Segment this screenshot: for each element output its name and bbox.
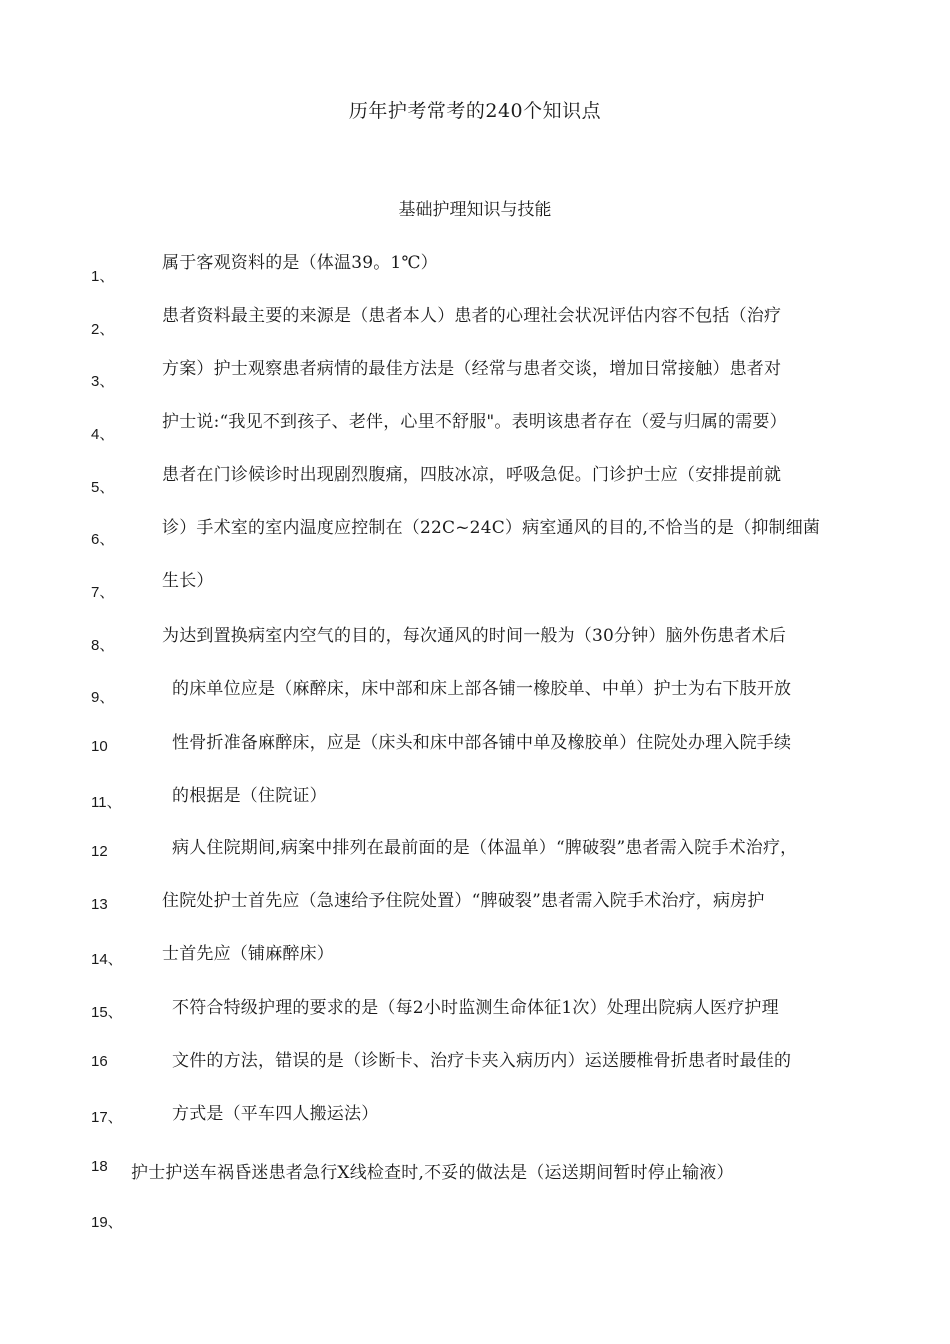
text-line: 方式是（平车四人搬运法） bbox=[172, 1104, 379, 1124]
list-number: 19、 bbox=[91, 1214, 123, 1231]
list-number: 18 bbox=[91, 1158, 108, 1175]
text-line: 的床单位应是（麻醉床，床中部和床上部各铺一橡胶单、中单）护士为右下肢开放 bbox=[172, 679, 792, 699]
list-number: 6、 bbox=[91, 531, 115, 548]
text-line: 为达到置换病室内空气的目的，每次通风的时间一般为（30分钟）脑外伤患者术后 bbox=[162, 626, 787, 646]
list-number: 4、 bbox=[91, 426, 115, 443]
text-line: 文件的方法，错误的是（诊断卡、治疗卡夹入病历内）运送腰椎骨折患者时最佳的 bbox=[172, 1051, 792, 1071]
text-line: 护士说:“我见不到孩子、老伴，心里不舒服"。表明该患者存在（爱与归属的需要） bbox=[162, 412, 787, 432]
text-line: 性骨折准备麻醉床，应是（床头和床中部各铺中单及橡胶单）住院处办理入院手续 bbox=[172, 733, 792, 753]
section-heading: 基础护理知识与技能 bbox=[398, 200, 552, 220]
list-number: 16 bbox=[91, 1053, 108, 1070]
list-number: 15、 bbox=[91, 1004, 123, 1021]
list-number: 3、 bbox=[91, 373, 115, 390]
text-line: 不符合特级护理的要求的是（每2小时监测生命体征1次）处理出院病人医疗护理 bbox=[172, 998, 779, 1018]
text-line: 患者在门诊候诊时出现剧烈腹痛，四肢冰凉，呼吸急促。门诊护士应（安排提前就 bbox=[162, 465, 782, 485]
list-number: 5、 bbox=[91, 479, 115, 496]
text-line: 病人住院期间,病案中排列在最前面的是（体温单）“脾破裂”患者需入院手术治疗， bbox=[172, 838, 798, 858]
text-line: 属于客观资料的是（体温39。1℃） bbox=[162, 253, 438, 273]
list-number: 2、 bbox=[91, 321, 115, 338]
list-number: 1、 bbox=[91, 268, 115, 285]
text-line: 护士护送车祸昏迷患者急行X线检查时,不妥的做法是（运送期间暂时停止输液） bbox=[131, 1163, 734, 1183]
list-number: 9、 bbox=[91, 689, 115, 706]
list-number: 8、 bbox=[91, 637, 115, 654]
list-number: 10 bbox=[91, 738, 108, 755]
document-title: 历年护考常考的240个知识点 bbox=[348, 100, 602, 122]
list-number: 13 bbox=[91, 896, 108, 913]
text-line: 住院处护士首先应（急速给予住院处置）“脾破裂”患者需入院手术治疗，病房护 bbox=[162, 891, 765, 911]
text-line: 生长） bbox=[162, 571, 214, 591]
text-line: 患者资料最主要的来源是（患者本人）患者的心理社会状况评估内容不包括（治疗 bbox=[162, 306, 782, 326]
list-number: 14、 bbox=[91, 951, 123, 968]
list-number: 7、 bbox=[91, 584, 115, 601]
list-number: 12 bbox=[91, 843, 108, 860]
text-line: 的根据是（住院证） bbox=[172, 786, 327, 806]
list-number: 17、 bbox=[91, 1109, 123, 1126]
text-line: 诊）手术室的室内温度应控制在（22C~24C）病室通风的目的,不恰当的是（抑制细菌 bbox=[162, 518, 821, 538]
text-line: 方案）护士观察患者病情的最佳方法是（经常与患者交谈，增加日常接触）患者对 bbox=[162, 359, 782, 379]
list-number: 11、 bbox=[91, 794, 122, 811]
text-line: 士首先应（铺麻醉床） bbox=[162, 944, 334, 964]
